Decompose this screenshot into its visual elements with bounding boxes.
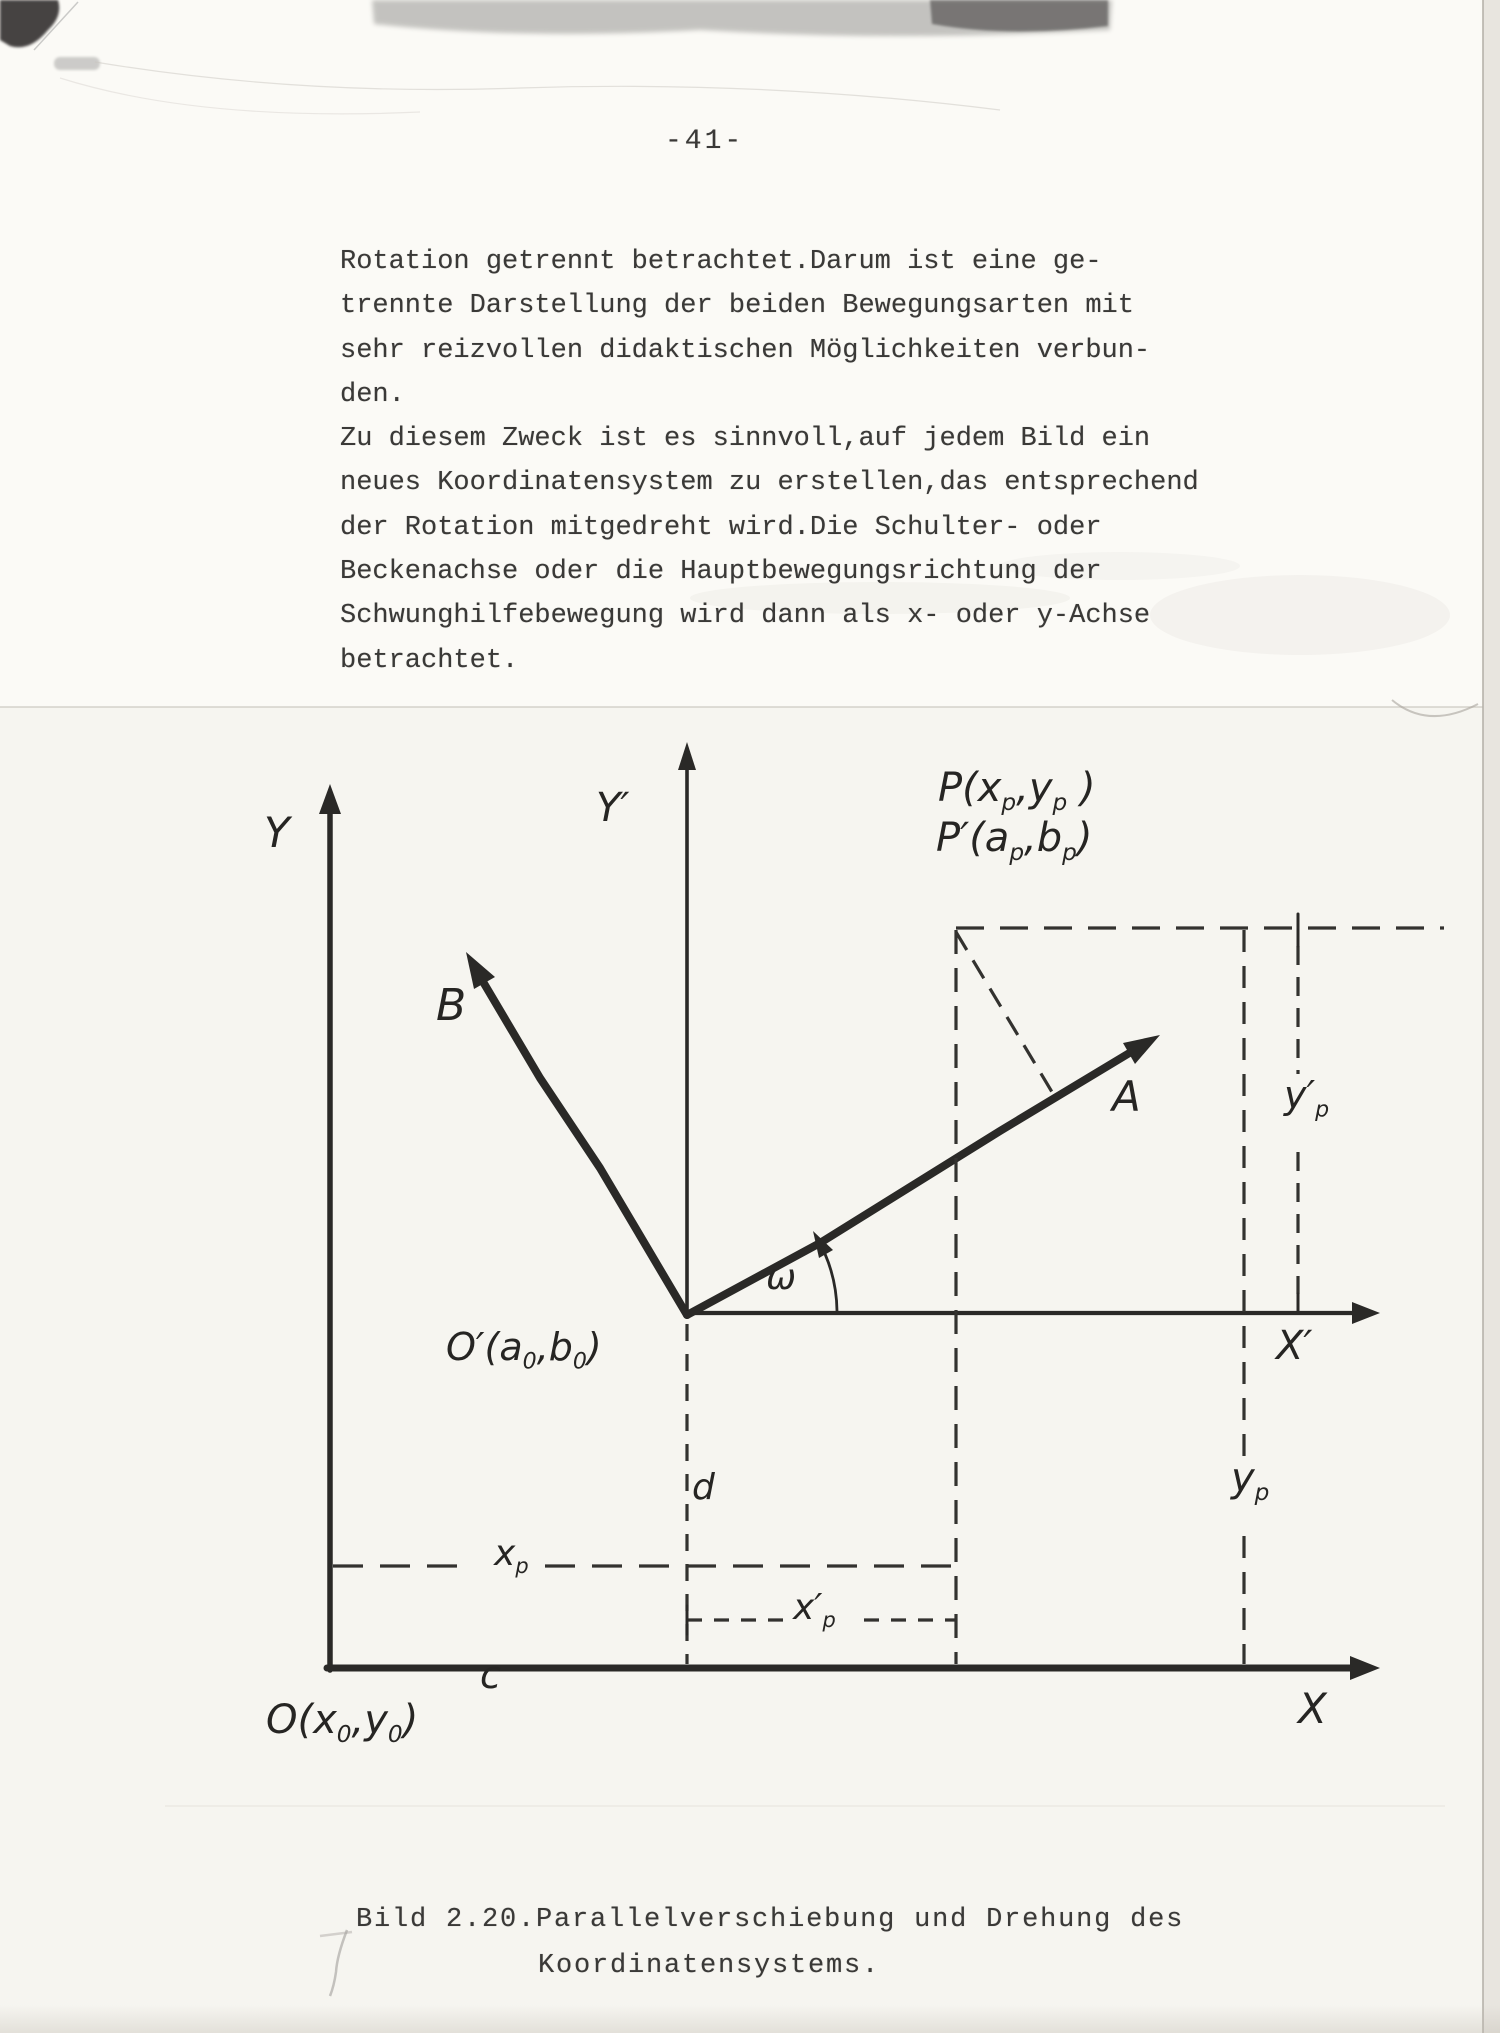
label-origin-o-prime: $O'(a_0,b_0)$: [446, 1325, 602, 1375]
label-xp: $x_p$: [494, 1533, 529, 1578]
label-point-p-prime: $P'(a_p,b_p)$: [936, 815, 1093, 866]
paragraph-line: Rotation getrennt betrachtet.Darum ist eine ge-: [340, 247, 1102, 277]
body-paragraph: [340, 240, 1240, 683]
label-y-prime-axis: Y′: [596, 785, 630, 831]
figure-caption-line2: Koordinatensystems.: [538, 1951, 881, 1981]
label-x-axis: X: [1298, 1684, 1327, 1733]
label-origin-o: $O(x_0,y_0)$: [266, 1697, 419, 1748]
paragraph-line: Schwunghilfebewegung wird dann als x- oder y-Achse: [340, 601, 1151, 632]
x-axis-arrowhead: [1350, 1656, 1380, 1680]
page-edge-band: [1483, 0, 1500, 2033]
bottom-scan-shade: [0, 2005, 1500, 2033]
omega-angle-arc: [817, 1238, 837, 1311]
figure-caption-line1: Bild 2.20.Parallelverschiebung und Drehung des: [356, 1905, 1185, 1935]
label-yp: $y_p$: [1231, 1455, 1270, 1506]
y-axis-arrowhead: [319, 784, 341, 814]
page-number: -41-: [665, 126, 745, 157]
label-angle-omega: ω: [766, 1257, 797, 1298]
label-vector-b: B: [436, 980, 467, 1031]
paragraph-line: sehr reizvollen didaktischen Möglichkeiten verbun-: [340, 335, 1151, 366]
vector-a-arrowhead: [1123, 1035, 1160, 1064]
paragraph-line: neues Koordinatensystem zu erstellen,das entsprechend: [340, 468, 1199, 499]
vector-b-line: [482, 980, 687, 1315]
omega-arc-arrowhead: [813, 1231, 833, 1258]
vector-a-line: [687, 1046, 1141, 1315]
label-xp-prime: $x'_p$: [793, 1587, 836, 1632]
label-x-prime-axis: X′: [1276, 1323, 1313, 1369]
pencil-dash: [320, 1932, 352, 1936]
x-prime-axis-arrowhead: [1352, 1302, 1380, 1324]
paragraph-line: trennte Darstellung der beiden Bewegungsarten mit: [340, 291, 1134, 322]
paragraph-line: der Rotation mitgedreht wird.Die Schulter- oder: [340, 512, 1102, 543]
label-vector-a: A: [1112, 1072, 1141, 1121]
vector-b-arrowhead: [466, 952, 495, 989]
label-yp-prime: $y'_p$: [1284, 1073, 1330, 1123]
label-dist-d: d: [692, 1467, 715, 1508]
paragraph-line: Zu diesem Zweck ist es sinnvoll,auf jedem Bild ein: [340, 424, 1151, 455]
label-dist-c: c: [480, 1653, 501, 1697]
y-prime-axis-arrowhead: [678, 742, 696, 770]
paragraph-line: betrachtet.: [340, 645, 519, 676]
paragraph-line: Beckenachse oder die Hauptbewegungsrichtung der: [340, 557, 1102, 588]
label-point-p: $P(x_p,y_p$ ): [938, 765, 1096, 816]
perpendicular-to-a-line: [956, 932, 1055, 1097]
paragraph-line: den.: [340, 379, 405, 410]
label-y-axis: Y: [264, 808, 290, 857]
pencil-mark: [330, 1930, 347, 1996]
